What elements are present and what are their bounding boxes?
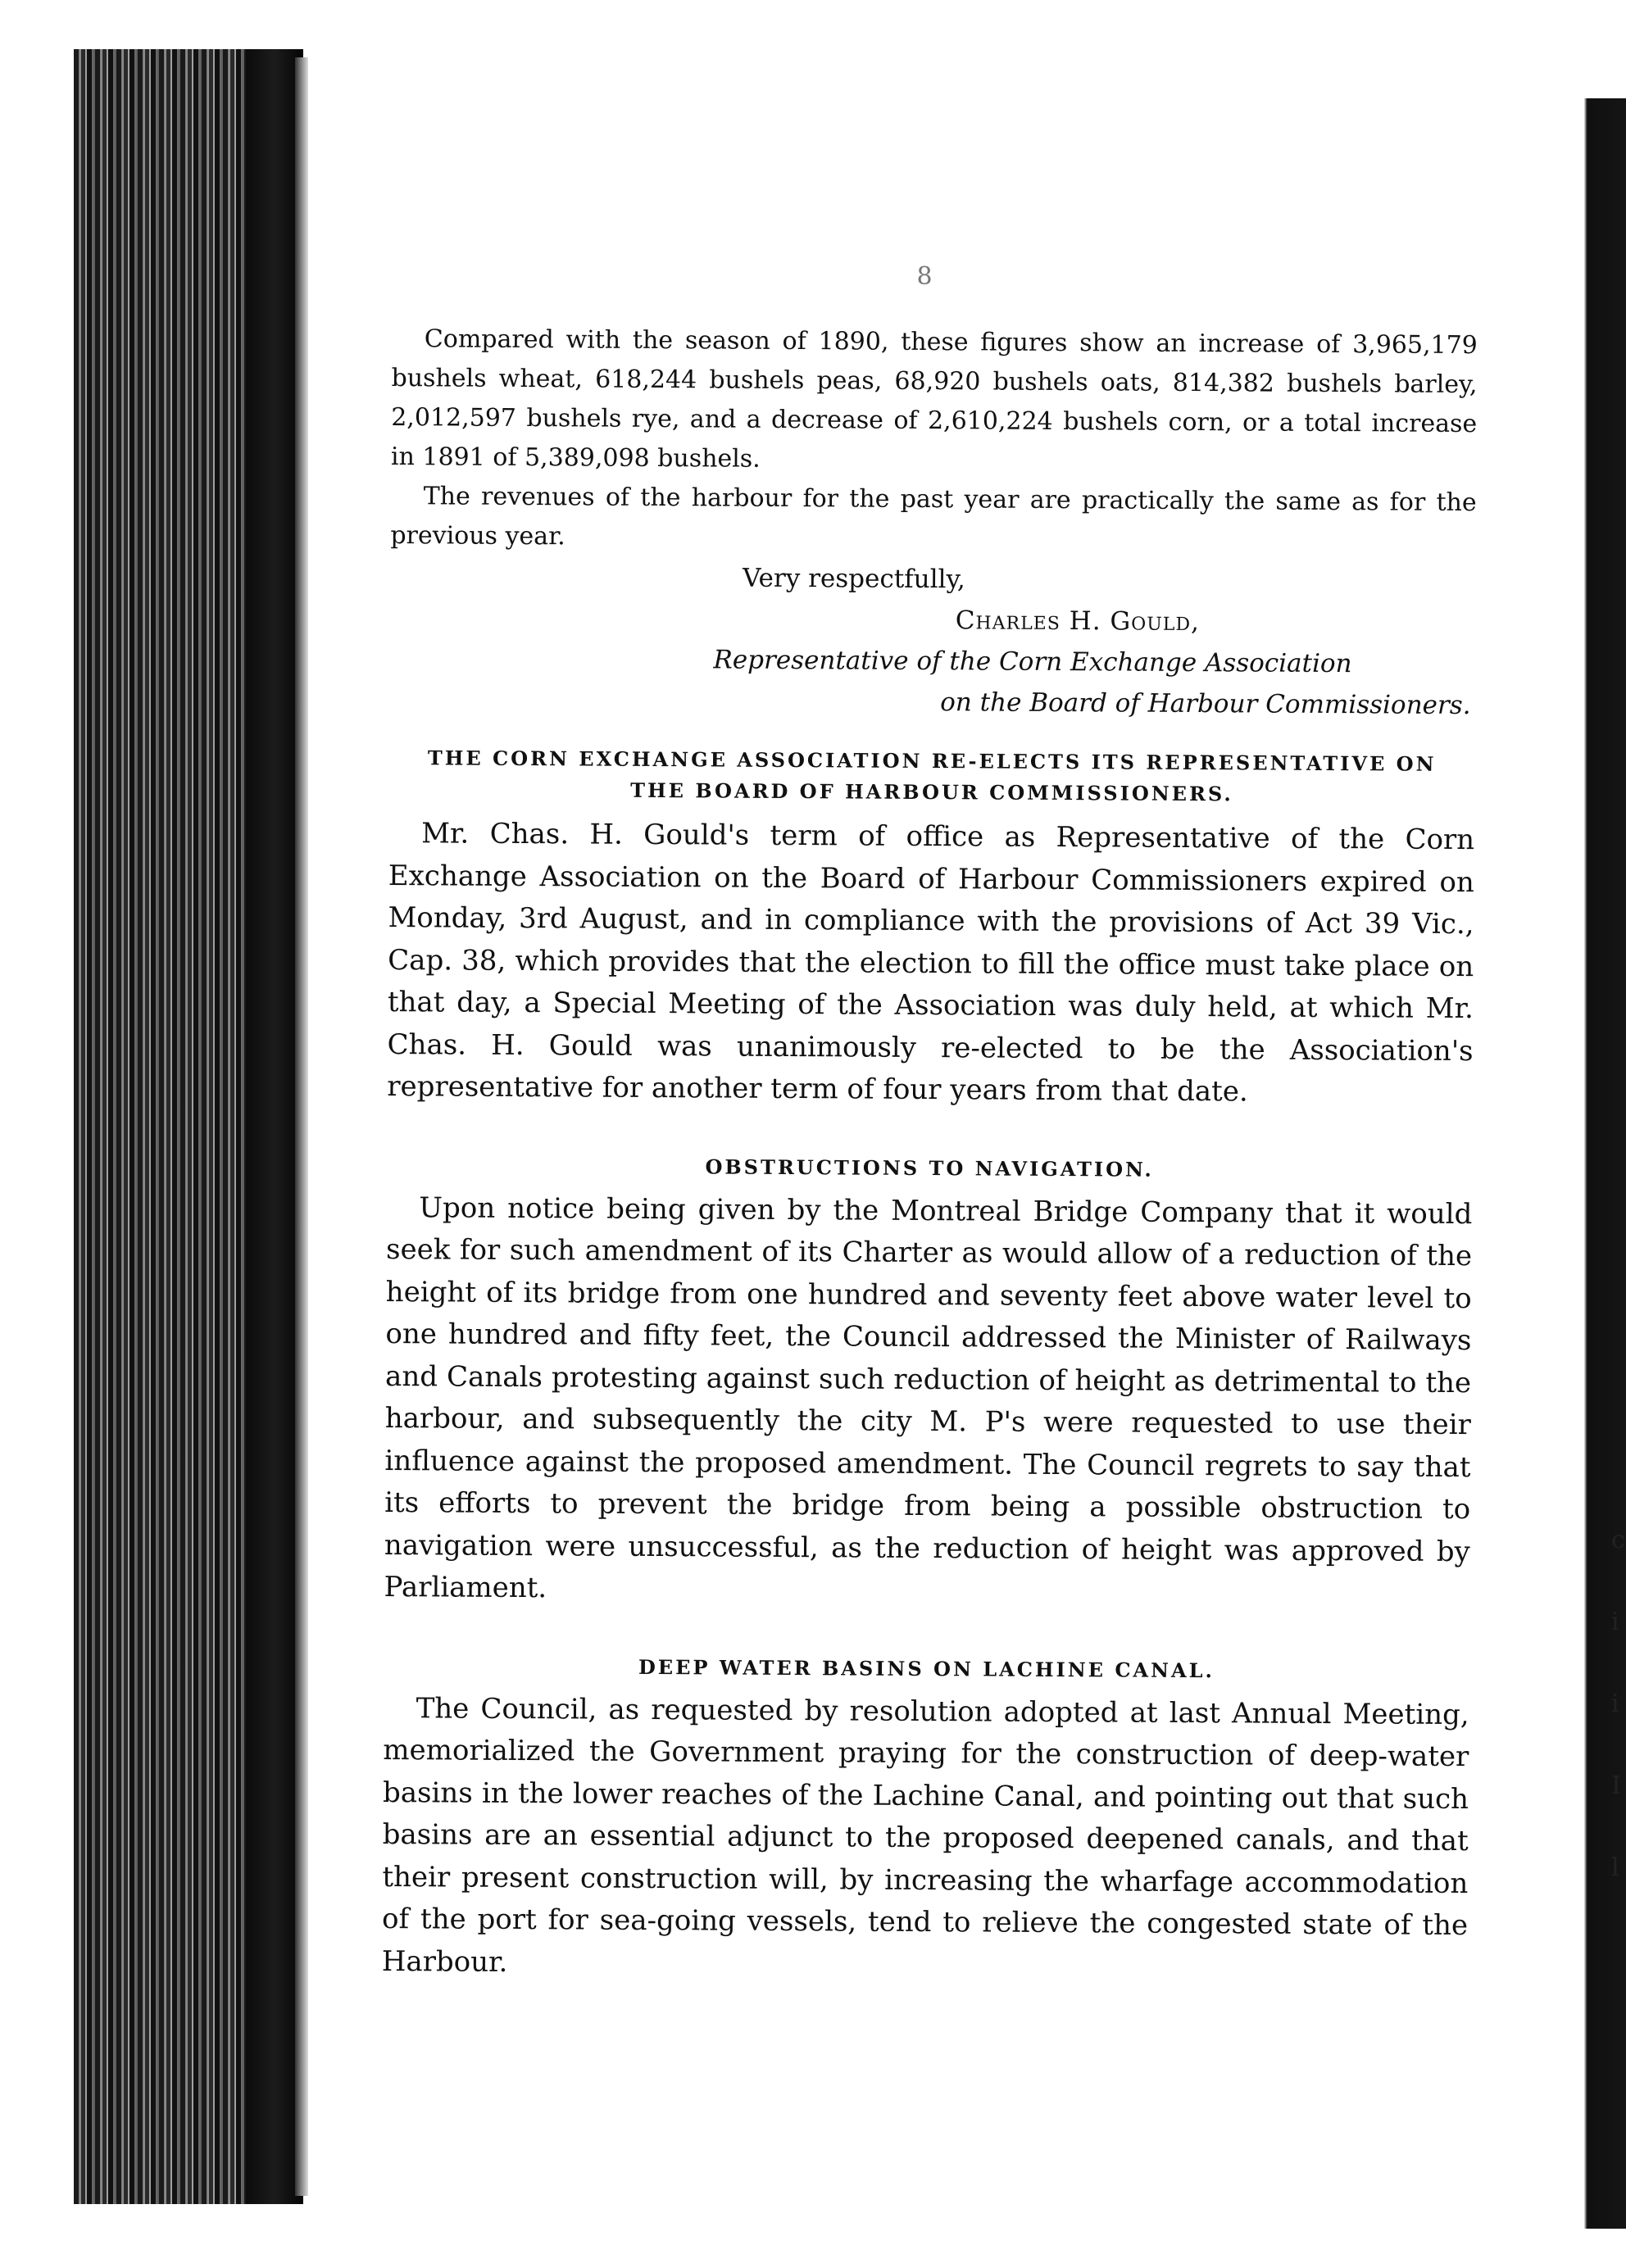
fragment: i: [1611, 1608, 1619, 1636]
signatory-title-line2: on the Board of Harbour Commissioners.: [940, 687, 1471, 721]
section-body-deep-water: The Council, as requested by resolution adopted at last Annual Meeting, memorialized the Government praying for the construction of deep-water basins in the lower reaches of the Lachine Canal, and pointing out that such basins are an essential adjunct to the proposed deepened canals, and that their present construction will, by increasing the wharfage accommodation of the port for sea-going vessels, tend to relieve the congested state of the Harbour.: [381, 1691, 1469, 1979]
fragment: i: [1611, 1690, 1619, 1718]
next-page-edge: [1561, 98, 1626, 2229]
fragment: l: [1611, 1853, 1619, 1882]
section-heading-reelection: THE CORN EXCHANGE ASSOCIATION RE-ELECTS ITS REPRESENTATIVE ON THE BOARD OF HARBOUR COMMISSIONERS.: [427, 746, 1437, 806]
book-page: [310, 57, 1556, 2196]
fragment: I: [1611, 1771, 1621, 1800]
page-text: [382, 320, 1478, 1989]
fragment: c: [1611, 1526, 1625, 1554]
intro-paragraph: Compared with the season of 1890, these figures show an increase of 3,965,179 bushels wheat, 618,244 bushels peas, 68,920 bushels oats, 814,382 bushels barley, 2,012,597 bushels rye, and a decrease of 2,610,224 bushels corn, or a total increase in 1891 of 5,389,098 bushels.: [390, 324, 1478, 474]
salutation: Very respectfully,: [742, 563, 965, 595]
next-page-text-fragments: [1611, 1499, 1626, 1909]
section-body-obstructions: Upon notice being given by the Montreal Bridge Company that it would seek for such amendment of its Charter as would allow of a reduction of the height of its bridge from one hundred and seventy feet above water level to one hundred and fifty feet, the Council addressed the Minister of Railways and Canals protesting against such reduction of height as detrimental to the harbour, and subsequently the city M. P's were requested to use their influence against the proposed amendment. The Council regrets to say that its efforts to prevent the bridge from being a possible obstruction to navigation were unsuccessful, as the reduction of height was approved by Parliament.: [384, 1191, 1473, 1605]
closing-block: [389, 556, 1476, 726]
page-gutter-shadow: [295, 57, 308, 2196]
signatory-title-line1: Representative of the Corn Exchange Association: [713, 645, 1352, 679]
revenue-paragraph: The revenues of the harbour for the past year are practically the same as for the previous year.: [390, 482, 1477, 551]
section-heading-obstructions: OBSTRUCTIONS TO NAVIGATION.: [705, 1154, 1154, 1182]
page-number: 8: [916, 262, 933, 291]
section-heading-deep-water: DEEP WATER BASINS ON LACHINE CANAL.: [638, 1654, 1215, 1682]
signatory-name: Charles H. Gould,: [955, 606, 1201, 637]
section-body-reelection: Mr. Chas. H. Gould's term of office as Representative of the Corn Exchange Association on the Board of Harbour Commissioners expired on Monday, 3rd August, and in compliance with the provisions of Act 39 Vic., Cap. 38, which provides that the election to fill the office must take place on that day, a Special Meeting of the Association was duly held, at which Mr. Chas. H. Gould was unanimously re-elected to be the Association's representative for another term of four years from that date.: [387, 817, 1475, 1109]
